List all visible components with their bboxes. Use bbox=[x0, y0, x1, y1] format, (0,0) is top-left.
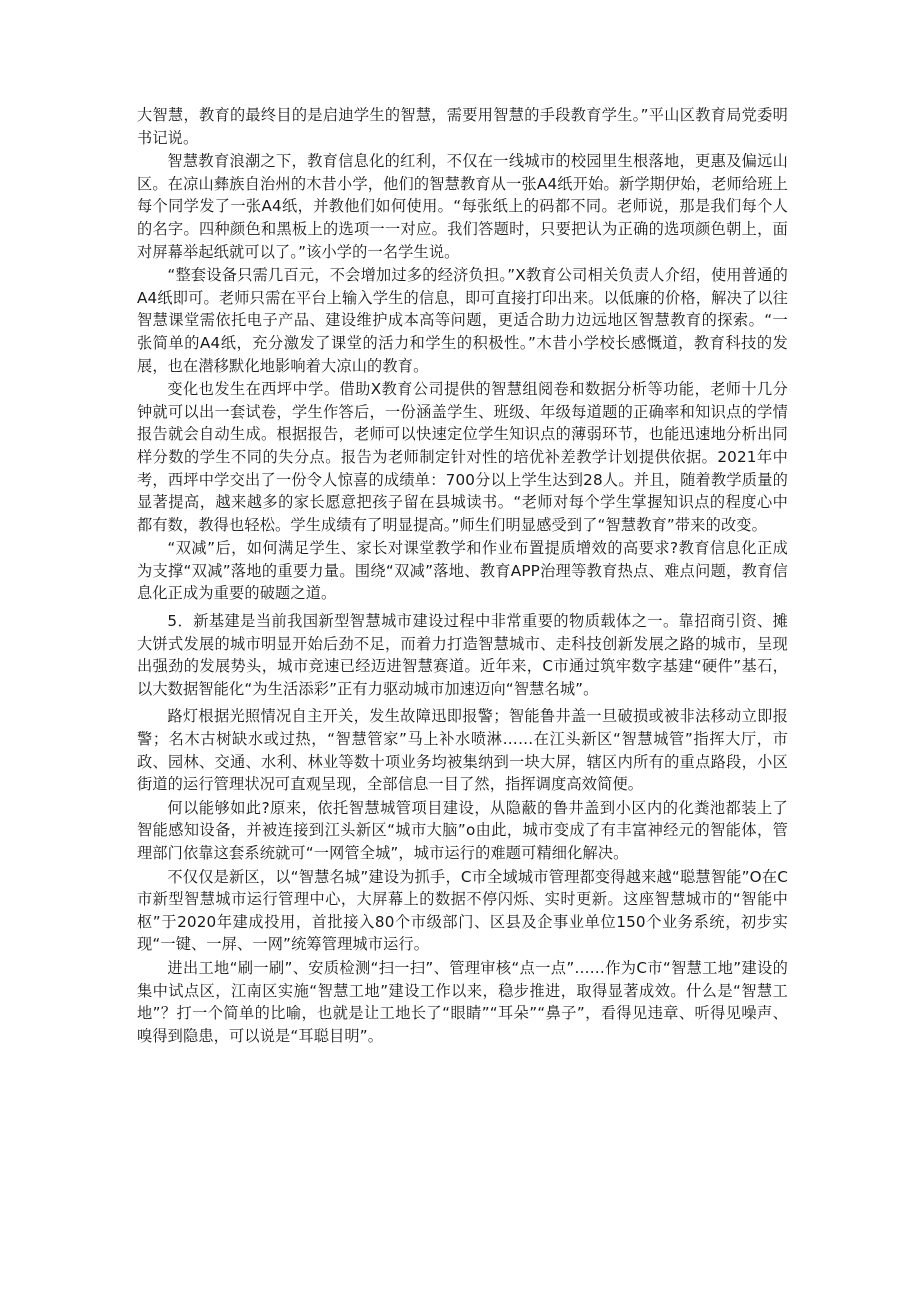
paragraph-2: 智慧教育浪潮之下，教育信息化的红利，不仅在一线城市的校园里生根落地，更惠及偏远山区。在凉山彝族自治州的木昔小学，他们的智慧教育从一张A4纸开始。新学期伊始，老师给班上每个同学发了一张A4纸，并教他们如何使用。“每张纸上的码都不同。老师说，那是我们每个人的名字。四种颜色和黑板上的选项一一对应。我们答题时，只要把认为正确的选项颜色朝上，面对屏幕举起纸就可以了。”该小学的一名学生说。 bbox=[137, 152, 788, 261]
paragraph-1: 大智慧，教育的最终目的是启迪学生的智慧，需要用智慧的手段教育学生。”平山区教育局党委明书记说。 bbox=[137, 106, 788, 147]
paragraph-6: 5．新基建是当前我国新型智慧城市建设过程中非常重要的物质载体之一。靠招商引资、摊大饼式发展的城市明显开始后劲不足，而着力打造智慧城市、走科技创新发展之路的城市，呈现出强劲的发展势头，城市竞速已经迈进智慧赛道。近年来，C市通过筑牢数字基建“硬件”基石，以大数据智能化“为生活添彩”正有力驱动城市加速迈向“智慧名城”。 bbox=[137, 612, 788, 698]
document-page bbox=[137, 104, 788, 1048]
paragraph-7: 路灯根据光照情况自主开关，发生故障迅即报警；智能鲁井盖一旦破损或被非法移动立即报警；名木古树缺水或过热，“智慧管家”马上补水喷淋……在江头新区“智慧城管”指挥大厅，市政、园林、交通、水利、林业等数十项业务均被集纳到一块大屏，辖区内所有的重点路段，小区街道的运行管理状况可直观呈现，全部信息一目了然，指挥调度高效简便。 bbox=[137, 707, 788, 794]
paragraph-3: “整套设备只需几百元，不会增加过多的经济负担。”X教育公司相关负责人介绍，使用普通的A4纸即可。老师只需在平台上输入学生的信息，即可直接打印出来。以低廉的价格，解决了以往智慧课堂需依托电子产品、建设维护成本高等问题，更适合助力边远地区智慧教育的探索。“一张简单的A4纸，充分激发了课堂的活力和学生的积极性。”木昔小学校长感慨道，教育科技的发展，也在潜移默化地影响着大凉山的教育。 bbox=[137, 266, 788, 375]
paragraph-9: 不仅仅是新区，以“智慧名城”建设为抓手，C市全域城市管理都变得越来越“聪慧智能”O在C市新型智慧城市运行管理中心，大屏幕上的数据不停闪烁、实时更新。这座智慧城市的“智能中枢”于2020年建成投用，首批接入80个市级部门、区县及企事业单位150个业务系统，初步实现“一键、一屏、一网”统筹管理城市运行。 bbox=[137, 867, 788, 954]
paragraph-10: 进出工地“刷一刷”、安质检测“扫一扫”、管理审核“点一点”……作为C市“智慧工地”建设的集中试点区，江南区实施“智慧工地”建设工作以来，稳步推进，取得显著成效。什么是“智慧工地”？打一个简单的比喻，也就是让工地长了“眼睛”“耳朵”“鼻子”，看得见违章、听得见噪声、嗅得到隐患，可以说是“耳聪目明”。 bbox=[137, 958, 788, 1045]
paragraph-5: “双减”后，如何满足学生、家长对课堂教学和作业布置提质增效的高要求?教育信息化正成为支撑“双减”落地的重要力量。围绕“双减”落地、教育APP治理等教育热点、难点问题，教育信息化正成为重要的破题之道。 bbox=[137, 539, 788, 603]
paragraph-4: 变化也发生在西坪中学。借助X教育公司提供的智慧组阅卷和数据分析等功能，老师十几分钟就可以出一套试卷，学生作答后，一份涵盖学生、班级、年级每道题的正确率和知识点的学情报告就会自动生成。根据报告，老师可以快速定位学生知识点的薄弱环节，也能迅速地分析出同样分数的学生不同的失分点。报告为老师制定针对性的培优补差教学计划提供依据。2021年中考，西坪中学交出了一份令人惊喜的成绩单：700分以上学生达到28人。并且，随着教学质量的显著提高，越来越多的家长愿意把孩子留在县城读书。“老师对每个学生掌握知识点的程度心中都有数，教得也轻松。学生成绩有了明显提高。”师生们明显感受到了“智慧教育”带来的改变。 bbox=[137, 380, 788, 534]
paragraph-8: 何以能够如此?原来，依托智慧城管项目建设，从隐蔽的鲁井盖到小区内的化粪池都装上了智能感知设备，并被连接到江头新区“城市大脑”o由此，城市变成了有丰富神经元的智能体，管理部门依靠这套系统就可“一网管全城”，城市运行的难题可精细化解决。 bbox=[137, 798, 788, 862]
